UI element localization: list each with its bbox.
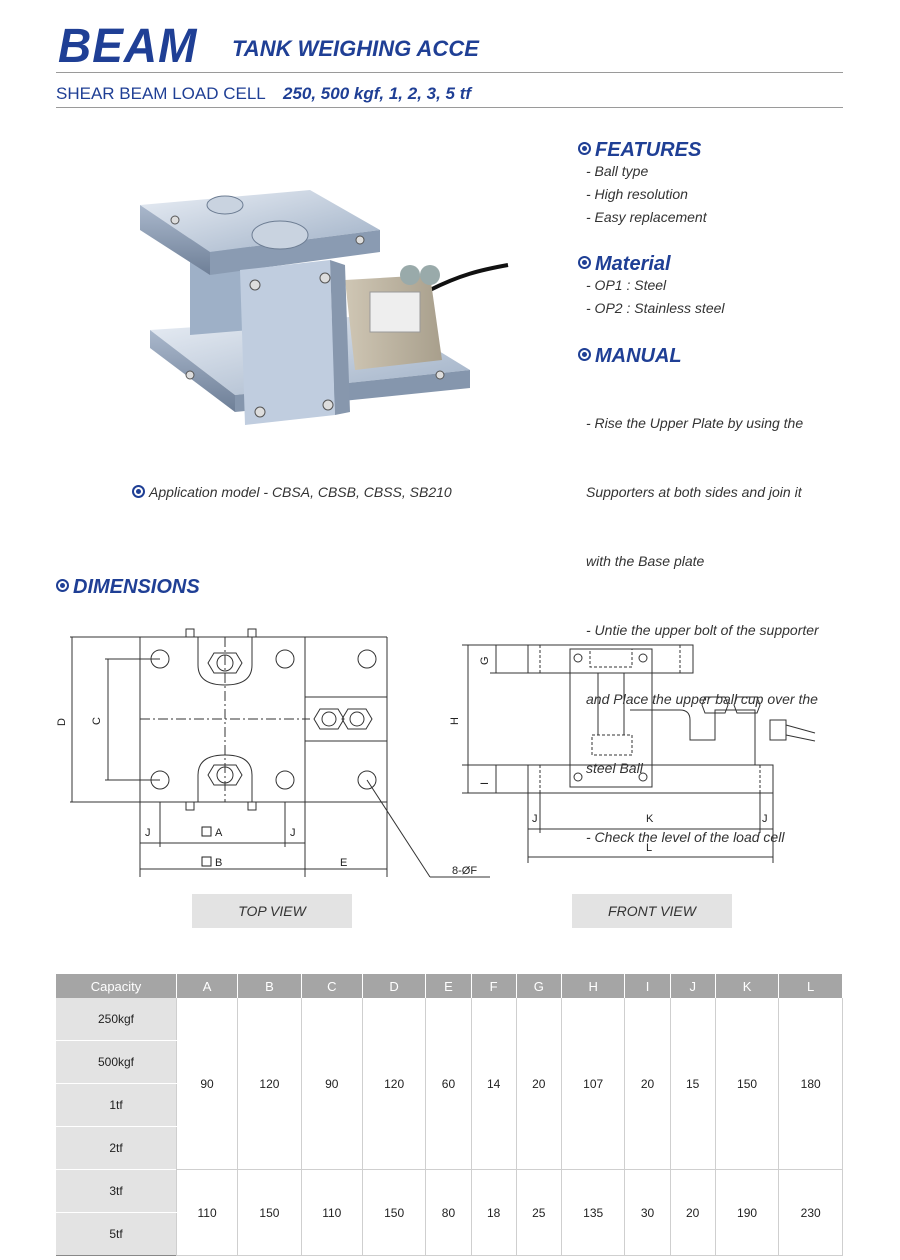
application-model-text: Application model - CBSA, CBSB, CBSS, SB210 xyxy=(149,484,452,500)
table-row xyxy=(56,998,843,1041)
list-item: - OP1 : Steel xyxy=(586,277,667,293)
capacity-cell: 500kgf xyxy=(56,1041,177,1084)
header-g: G xyxy=(516,974,561,998)
value-cell: 20 xyxy=(670,1170,715,1256)
value-cell: 90 xyxy=(177,998,238,1170)
label-h: H xyxy=(449,717,461,725)
header-divider-bottom xyxy=(56,107,843,108)
header-b: B xyxy=(238,974,302,998)
label-a: A xyxy=(215,827,223,839)
value-cell: 18 xyxy=(471,1170,516,1256)
header-f: F xyxy=(471,974,516,998)
value-cell: 30 xyxy=(625,1170,670,1256)
value-cell: 230 xyxy=(779,1170,843,1256)
header-k: K xyxy=(715,974,779,998)
bullet-icon xyxy=(56,579,69,592)
value-cell: 150 xyxy=(238,1170,302,1256)
header-d: D xyxy=(362,974,426,998)
features-title: FEATURES xyxy=(578,138,701,162)
value-cell: 20 xyxy=(625,998,670,1170)
label-g: G xyxy=(479,656,491,665)
value-cell: 190 xyxy=(715,1170,779,1256)
bullet-icon xyxy=(132,485,145,498)
label-j: J xyxy=(145,827,151,839)
capacity-cell: 1tf xyxy=(56,1084,177,1127)
list-item: - Check the level of the load cell xyxy=(586,829,785,845)
dimensions-table xyxy=(56,974,843,1256)
manual-title: MANUAL xyxy=(578,344,682,368)
features-list xyxy=(586,160,707,229)
brand-title: BEAM xyxy=(58,17,198,73)
top-view-label: TOP VIEW xyxy=(192,894,352,928)
header-h: H xyxy=(561,974,625,998)
header-j: J xyxy=(670,974,715,998)
value-cell: 135 xyxy=(561,1170,625,1256)
table-header-row xyxy=(56,974,843,998)
capacity-cell: 250kgf xyxy=(56,998,177,1041)
header-l: L xyxy=(779,974,843,998)
value-cell: 90 xyxy=(301,998,362,1170)
label-i: I xyxy=(479,781,491,785)
label-b: B xyxy=(215,857,223,869)
value-cell: 120 xyxy=(238,998,302,1170)
header-capacity: Capacity xyxy=(56,974,177,998)
label-j: J xyxy=(762,813,768,825)
dimensions-title: DIMENSIONS xyxy=(56,575,200,599)
list-item: - Ball type xyxy=(586,163,649,179)
material-title: Material xyxy=(578,252,671,276)
value-cell: 110 xyxy=(177,1170,238,1256)
value-cell: 20 xyxy=(516,998,561,1170)
value-cell: 150 xyxy=(715,998,779,1170)
value-cell: 15 xyxy=(670,998,715,1170)
value-cell: 107 xyxy=(561,998,625,1170)
material-list xyxy=(586,274,725,320)
value-cell: 110 xyxy=(301,1170,362,1256)
bullet-icon xyxy=(578,142,591,155)
square-icon xyxy=(202,857,211,866)
list-item: - Easy replacement xyxy=(586,209,707,225)
table-row xyxy=(56,1170,843,1213)
product-name: SHEAR BEAM LOAD CELL xyxy=(56,84,266,103)
value-cell: 150 xyxy=(362,1170,426,1256)
load-cell-photo xyxy=(130,180,510,465)
label-holes: 8-ØF xyxy=(452,865,478,877)
label-e: E xyxy=(340,857,348,869)
front-view-drawing xyxy=(462,645,815,863)
label-d: D xyxy=(56,718,68,726)
header-divider-top xyxy=(56,72,843,73)
capacity-cell: 5tf xyxy=(56,1213,177,1256)
header-c: C xyxy=(301,974,362,998)
bullet-icon xyxy=(578,348,591,361)
value-cell: 80 xyxy=(426,1170,471,1256)
header-subtitle: TANK WEIGHING ACCE xyxy=(232,36,479,61)
dimension-drawings xyxy=(50,615,850,885)
list-item: and Place the upper ball cup over the xyxy=(586,691,818,707)
value-cell: 14 xyxy=(471,998,516,1170)
value-cell: 120 xyxy=(362,998,426,1170)
front-view-label: FRONT VIEW xyxy=(572,894,732,928)
capacity-cell: 3tf xyxy=(56,1170,177,1213)
list-item: - OP2 : Stainless steel xyxy=(586,300,725,316)
list-item: Supporters at both sides and join it xyxy=(586,484,802,500)
bullet-icon xyxy=(578,256,591,269)
label-l: L xyxy=(646,842,653,854)
application-model-note xyxy=(132,484,452,500)
label-k: K xyxy=(646,813,654,825)
list-item: with the Base plate xyxy=(586,553,705,569)
square-icon xyxy=(202,827,211,836)
list-item: - Rise the Upper Plate by using the xyxy=(586,415,804,431)
list-item: - Untie the upper bolt of the supporter xyxy=(586,622,819,638)
header-e: E xyxy=(426,974,471,998)
list-item: - High resolution xyxy=(586,186,688,202)
top-view-drawing xyxy=(70,629,490,877)
label-j: J xyxy=(532,813,538,825)
header-i: I xyxy=(625,974,670,998)
front-view-labels xyxy=(449,656,768,854)
capacity-cell: 2tf xyxy=(56,1127,177,1170)
header-a: A xyxy=(177,974,238,998)
value-cell: 25 xyxy=(516,1170,561,1256)
label-c: C xyxy=(91,717,103,725)
product-range: 250, 500 kgf, 1, 2, 3, 5 tf xyxy=(283,84,472,103)
list-item: steel Ball xyxy=(586,760,643,776)
value-cell: 60 xyxy=(426,998,471,1170)
value-cell: 180 xyxy=(779,998,843,1170)
label-j: J xyxy=(290,827,296,839)
